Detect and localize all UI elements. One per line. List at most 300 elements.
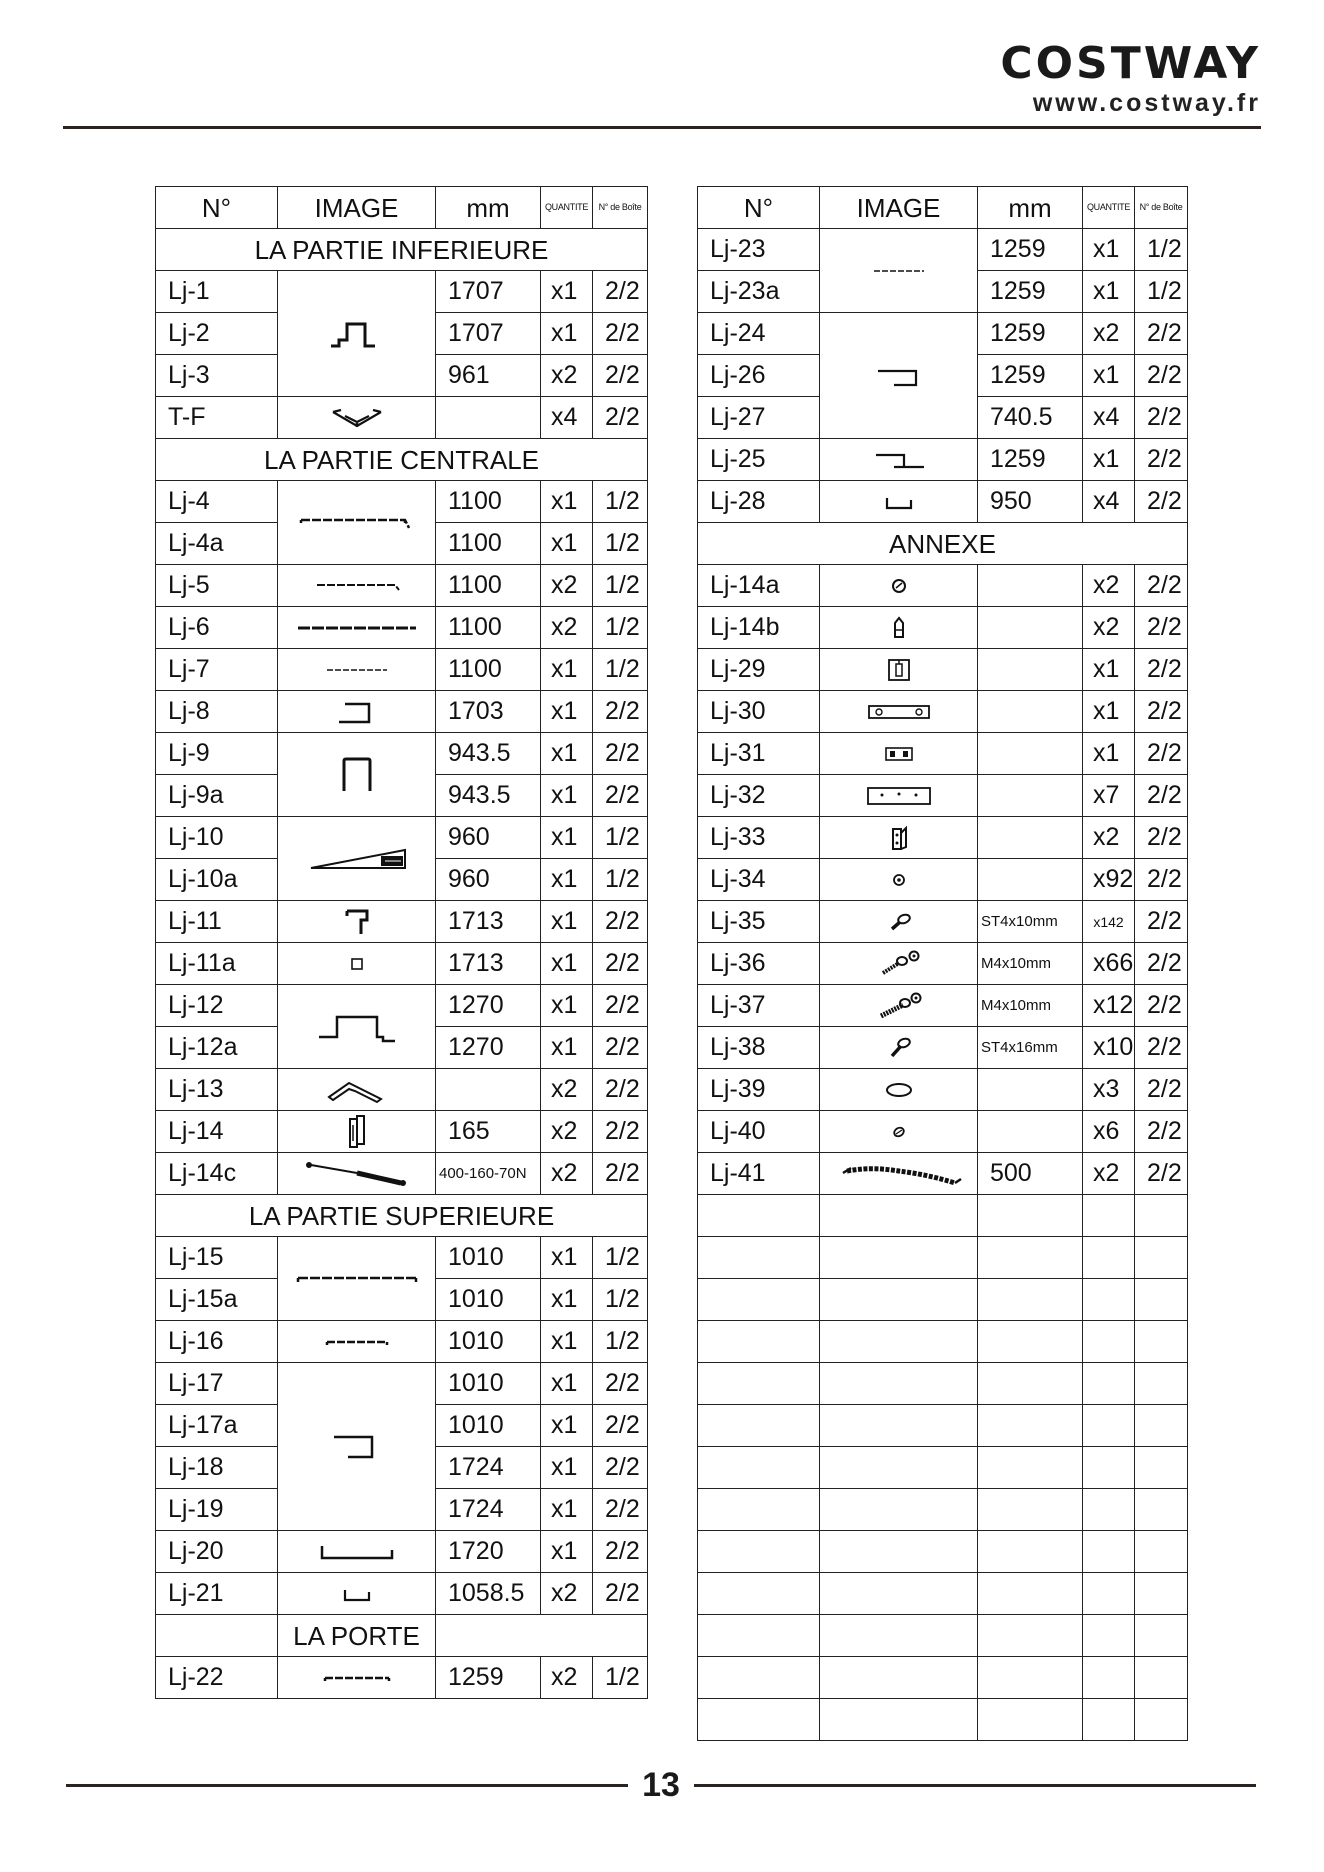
table-row <box>698 1111 1188 1153</box>
part-length: 1724 <box>436 1447 541 1489</box>
part-image <box>278 271 436 397</box>
part-box: 2/2 <box>1135 1027 1188 1069</box>
screw-icon <box>882 910 916 934</box>
part-number: T-F <box>156 397 278 439</box>
part-length: 1010 <box>436 1363 541 1405</box>
blank-cell <box>436 1615 648 1657</box>
part-length: 500 <box>978 1153 1083 1195</box>
channel-profile-icon <box>327 698 387 726</box>
u-channel-icon <box>312 1540 402 1564</box>
header-image: IMAGE <box>278 187 436 229</box>
part-box: 2/2 <box>1135 313 1188 355</box>
part-image <box>820 229 978 313</box>
part-box: 2/2 <box>593 943 648 985</box>
square-plate-icon <box>882 655 916 685</box>
part-box: 2/2 <box>1135 607 1188 649</box>
part-quantity: x2 <box>1083 817 1135 859</box>
pad-icon <box>879 1078 919 1102</box>
part-quantity: x2 <box>541 1573 593 1615</box>
part-box: 2/2 <box>593 901 648 943</box>
wedge-panel-icon <box>297 842 417 876</box>
part-image <box>820 1111 978 1153</box>
part-number: Lj-15a <box>156 1279 278 1321</box>
part-image <box>278 901 436 943</box>
table-row <box>698 1153 1188 1195</box>
part-number: Lj-26 <box>698 355 820 397</box>
part-image <box>820 775 978 817</box>
header-box: N° de Boîte <box>1135 187 1188 229</box>
part-quantity: x1 <box>541 733 593 775</box>
u-channel-icon <box>337 1582 377 1606</box>
part-length: M4x10mm <box>978 985 1083 1027</box>
table-row <box>698 733 1188 775</box>
section-title: LA PORTE <box>278 1615 436 1657</box>
part-length: ST4x16mm <box>978 1027 1083 1069</box>
header-box: N° de Boîte <box>593 187 648 229</box>
part-image <box>278 565 436 607</box>
part-number: Lj-38 <box>698 1027 820 1069</box>
part-box: 2/2 <box>593 271 648 313</box>
part-quantity: x66 <box>1083 943 1135 985</box>
part-quantity: x1 <box>1083 691 1135 733</box>
part-box: 1/2 <box>593 1279 648 1321</box>
part-length: 1270 <box>436 1027 541 1069</box>
brand-block <box>1000 38 1261 118</box>
part-quantity: x2 <box>1083 1153 1135 1195</box>
part-quantity: x2 <box>541 1069 593 1111</box>
gas-strut-icon <box>297 1159 417 1189</box>
rail-profile-icon <box>307 1332 407 1352</box>
section-title: LA PARTIE CENTRALE <box>156 439 648 481</box>
rail-profile-icon <box>864 261 934 281</box>
table-row <box>698 775 1188 817</box>
part-number: Lj-4 <box>156 481 278 523</box>
part-image <box>278 1321 436 1363</box>
part-length: 1270 <box>436 985 541 1027</box>
part-number: Lj-7 <box>156 649 278 691</box>
part-image <box>278 607 436 649</box>
part-box: 2/2 <box>593 1027 648 1069</box>
part-quantity: x1 <box>541 1279 593 1321</box>
part-image <box>278 649 436 691</box>
part-quantity: x3 <box>1083 1069 1135 1111</box>
part-quantity: x1 <box>541 859 593 901</box>
part-box: 1/2 <box>593 817 648 859</box>
empty-row <box>698 1321 1188 1363</box>
part-image <box>820 439 978 481</box>
part-image <box>820 859 978 901</box>
part-length: 1259 <box>978 355 1083 397</box>
part-box: 2/2 <box>1135 733 1188 775</box>
part-box: 2/2 <box>593 355 648 397</box>
part-number: Lj-19 <box>156 1489 278 1531</box>
part-image <box>820 607 978 649</box>
part-box: 2/2 <box>593 1153 648 1195</box>
part-number: Lj-24 <box>698 313 820 355</box>
part-image <box>278 1111 436 1153</box>
table-row <box>698 943 1188 985</box>
table-row <box>156 985 648 1027</box>
part-quantity: x4 <box>1083 397 1135 439</box>
part-quantity: x1 <box>1083 271 1135 313</box>
part-image <box>278 481 436 565</box>
knob-icon <box>884 573 914 599</box>
part-box: 2/2 <box>1135 859 1188 901</box>
table-row <box>156 481 648 523</box>
part-length: 961 <box>436 355 541 397</box>
part-length <box>978 649 1083 691</box>
brand-url: www.costway.fr <box>1032 89 1261 117</box>
empty-row <box>698 1657 1188 1699</box>
brand-logo: COSTWAY <box>1000 38 1261 89</box>
part-box: 2/2 <box>1135 481 1188 523</box>
part-number: Lj-31 <box>698 733 820 775</box>
table-row <box>156 1657 648 1699</box>
part-length: 1259 <box>978 271 1083 313</box>
empty-row <box>698 1195 1188 1237</box>
part-number: Lj-14 <box>156 1111 278 1153</box>
table-row <box>156 1321 648 1363</box>
table-row <box>698 985 1188 1027</box>
part-number: Lj-12 <box>156 985 278 1027</box>
table-row <box>156 607 648 649</box>
header-rule <box>63 126 1261 129</box>
table-row <box>698 901 1188 943</box>
parts-table-right <box>697 186 1188 1741</box>
table-row <box>156 1531 648 1573</box>
part-number: Lj-36 <box>698 943 820 985</box>
part-quantity: x2 <box>541 607 593 649</box>
part-number: Lj-15 <box>156 1237 278 1279</box>
footer-rule-right <box>694 1784 1256 1787</box>
part-quantity: x2 <box>541 1111 593 1153</box>
part-quantity: x2 <box>541 1657 593 1699</box>
table-header-row <box>156 187 648 229</box>
part-box: 1/2 <box>593 523 648 565</box>
part-box: 2/2 <box>593 985 648 1027</box>
part-quantity: x1 <box>541 817 593 859</box>
header-quantity: QUANTITE <box>1083 187 1135 229</box>
part-quantity: x4 <box>541 397 593 439</box>
part-quantity: x1 <box>541 313 593 355</box>
empty-row <box>698 1405 1188 1447</box>
part-number: Lj-34 <box>698 859 820 901</box>
part-number: Lj-17a <box>156 1405 278 1447</box>
table-header-row <box>698 187 1188 229</box>
part-box: 2/2 <box>593 775 648 817</box>
table-row <box>156 817 648 859</box>
step-channel-icon <box>864 447 934 473</box>
part-box: 2/2 <box>1135 985 1188 1027</box>
part-quantity: x1 <box>541 691 593 733</box>
part-box: 2/2 <box>593 1363 648 1405</box>
part-number: Lj-4a <box>156 523 278 565</box>
part-image <box>820 565 978 607</box>
part-number: Lj-17 <box>156 1363 278 1405</box>
header-mm: mm <box>436 187 541 229</box>
channel-profile-icon <box>322 1427 392 1467</box>
rail-profile-icon <box>307 660 407 680</box>
hinge-icon <box>342 1113 372 1151</box>
part-length: 1058.5 <box>436 1573 541 1615</box>
part-quantity: x1 <box>541 1447 593 1489</box>
part-length: 1100 <box>436 565 541 607</box>
footer-rule-left <box>66 1784 628 1787</box>
part-image <box>820 313 978 439</box>
header-quantity: QUANTITE <box>541 187 593 229</box>
part-length <box>978 607 1083 649</box>
table-row <box>156 1153 648 1195</box>
part-number: Lj-9 <box>156 733 278 775</box>
part-image <box>278 1573 436 1615</box>
table-row <box>698 691 1188 733</box>
part-quantity: x1 <box>541 649 593 691</box>
part-box: 2/2 <box>593 1447 648 1489</box>
header-mm: mm <box>978 187 1083 229</box>
table-row <box>156 397 648 439</box>
part-number: Lj-29 <box>698 649 820 691</box>
part-image <box>820 943 978 985</box>
section-title: LA PARTIE SUPERIEURE <box>156 1195 648 1237</box>
empty-row <box>698 1615 1188 1657</box>
part-quantity: x2 <box>541 565 593 607</box>
table-row <box>156 565 648 607</box>
part-length: 1720 <box>436 1531 541 1573</box>
part-image <box>820 1069 978 1111</box>
empty-row <box>698 1489 1188 1531</box>
part-quantity: x142 <box>1083 901 1135 943</box>
part-image <box>820 649 978 691</box>
part-length: 1010 <box>436 1237 541 1279</box>
part-quantity: x2 <box>1083 313 1135 355</box>
section-title: ANNEXE <box>698 523 1188 565</box>
part-image <box>820 691 978 733</box>
blank-cell <box>156 1615 278 1657</box>
hinge-bracket-icon <box>884 821 914 855</box>
bolt-nut-icon <box>871 989 927 1023</box>
part-number: Lj-1 <box>156 271 278 313</box>
part-box: 1/2 <box>593 649 648 691</box>
part-quantity: x2 <box>1083 565 1135 607</box>
part-image <box>278 1069 436 1111</box>
part-quantity: x2 <box>541 355 593 397</box>
part-length <box>978 691 1083 733</box>
part-quantity: x2 <box>1083 607 1135 649</box>
part-number: Lj-40 <box>698 1111 820 1153</box>
part-quantity: x1 <box>1083 229 1135 271</box>
section-title: LA PARTIE INFERIEURE <box>156 229 648 271</box>
part-quantity: x1 <box>541 1405 593 1447</box>
part-length <box>978 565 1083 607</box>
part-quantity: x1 <box>541 1237 593 1279</box>
part-quantity: x1 <box>541 1363 593 1405</box>
part-image <box>278 1153 436 1195</box>
part-number: Lj-10 <box>156 817 278 859</box>
part-number: Lj-2 <box>156 313 278 355</box>
part-box: 2/2 <box>1135 565 1188 607</box>
part-length: 1707 <box>436 271 541 313</box>
part-length: 1100 <box>436 607 541 649</box>
part-length: 1259 <box>978 313 1083 355</box>
table-row <box>698 439 1188 481</box>
part-box: 2/2 <box>1135 1111 1188 1153</box>
table-row <box>156 943 648 985</box>
part-box: 1/2 <box>1135 229 1188 271</box>
part-length: 1100 <box>436 649 541 691</box>
part-number: Lj-23 <box>698 229 820 271</box>
part-image <box>278 1363 436 1531</box>
part-quantity: x1 <box>541 481 593 523</box>
part-quantity: x1 <box>541 523 593 565</box>
table-row <box>698 1069 1188 1111</box>
mounting-plate-icon <box>864 700 934 724</box>
table-row <box>156 1573 648 1615</box>
part-box: 2/2 <box>593 1573 648 1615</box>
corner-bracket-icon <box>327 404 387 432</box>
part-box: 2/2 <box>593 313 648 355</box>
part-number: Lj-39 <box>698 1069 820 1111</box>
part-image <box>278 985 436 1069</box>
empty-row <box>698 1237 1188 1279</box>
part-number: Lj-27 <box>698 397 820 439</box>
small-plate-icon <box>879 742 919 766</box>
part-box: 1/2 <box>593 607 648 649</box>
rail-profile-icon <box>292 1269 422 1289</box>
part-number: Lj-10a <box>156 859 278 901</box>
part-length: 1713 <box>436 943 541 985</box>
header-no: N° <box>156 187 278 229</box>
part-number: Lj-21 <box>156 1573 278 1615</box>
parts-table-left <box>155 186 648 1699</box>
part-number: Lj-5 <box>156 565 278 607</box>
part-length: 740.5 <box>978 397 1083 439</box>
part-length: 1010 <box>436 1279 541 1321</box>
part-length: 960 <box>436 817 541 859</box>
part-number: Lj-14b <box>698 607 820 649</box>
rail-profile-icon <box>307 1668 407 1688</box>
rail-profile-icon <box>297 512 417 534</box>
part-length: 1010 <box>436 1405 541 1447</box>
part-number: Lj-16 <box>156 1321 278 1363</box>
header-image: IMAGE <box>820 187 978 229</box>
part-length: ST4x10mm <box>978 901 1083 943</box>
part-number: Lj-30 <box>698 691 820 733</box>
part-image <box>820 901 978 943</box>
part-box: 1/2 <box>593 859 648 901</box>
part-box: 1/2 <box>593 1657 648 1699</box>
table-row <box>698 313 1188 355</box>
table-row <box>156 649 648 691</box>
part-quantity: x1 <box>541 943 593 985</box>
part-box: 2/2 <box>593 1111 648 1153</box>
part-quantity: x1 <box>541 775 593 817</box>
part-number: Lj-6 <box>156 607 278 649</box>
part-number: Lj-12a <box>156 1027 278 1069</box>
part-box: 1/2 <box>593 481 648 523</box>
part-box: 1/2 <box>593 1321 648 1363</box>
part-box: 2/2 <box>593 1489 648 1531</box>
part-box: 2/2 <box>593 1531 648 1573</box>
anchor-plug-icon <box>887 1120 911 1144</box>
part-quantity: x1 <box>1083 733 1135 775</box>
part-number: Lj-9a <box>156 775 278 817</box>
angle-bracket-icon <box>317 1075 397 1105</box>
channel-profile-icon <box>864 361 934 391</box>
part-box: 2/2 <box>1135 397 1188 439</box>
part-image <box>820 1027 978 1069</box>
part-length: 1259 <box>978 439 1083 481</box>
part-box: 2/2 <box>593 1069 648 1111</box>
washer-icon <box>887 868 911 892</box>
part-image <box>278 733 436 817</box>
part-length: 1703 <box>436 691 541 733</box>
hat-profile-icon <box>307 1007 407 1047</box>
part-box: 1/2 <box>593 1237 648 1279</box>
part-box: 2/2 <box>593 397 648 439</box>
table-row <box>156 1363 648 1405</box>
part-number: Lj-14c <box>156 1153 278 1195</box>
part-quantity: x1 <box>541 901 593 943</box>
part-image <box>820 733 978 775</box>
part-quantity: x12 <box>1083 985 1135 1027</box>
part-length: 400-160-70N <box>436 1153 541 1195</box>
part-number: Lj-25 <box>698 439 820 481</box>
part-length <box>436 397 541 439</box>
part-quantity: x2 <box>541 1153 593 1195</box>
empty-row <box>698 1279 1188 1321</box>
part-box: 2/2 <box>1135 943 1188 985</box>
part-quantity: x4 <box>1083 481 1135 523</box>
hook-profile-icon <box>337 906 377 938</box>
part-box: 2/2 <box>1135 355 1188 397</box>
part-image <box>278 397 436 439</box>
part-quantity: x1 <box>541 1489 593 1531</box>
part-number: Lj-11 <box>156 901 278 943</box>
part-number: Lj-8 <box>156 691 278 733</box>
rail-profile-icon <box>292 618 422 638</box>
table-row <box>156 733 648 775</box>
part-length <box>978 859 1083 901</box>
part-number: Lj-32 <box>698 775 820 817</box>
part-image <box>278 817 436 901</box>
table-row <box>156 271 648 313</box>
part-length: 1707 <box>436 313 541 355</box>
part-length: 960 <box>436 859 541 901</box>
part-number: Lj-37 <box>698 985 820 1027</box>
part-quantity: x10 <box>1083 1027 1135 1069</box>
empty-row <box>698 1363 1188 1405</box>
empty-row <box>698 1447 1188 1489</box>
table-row <box>156 1237 648 1279</box>
part-quantity: x6 <box>1083 1111 1135 1153</box>
part-number: Lj-23a <box>698 271 820 313</box>
part-length: M4x10mm <box>978 943 1083 985</box>
part-box: 2/2 <box>1135 901 1188 943</box>
part-box: 2/2 <box>593 691 648 733</box>
part-quantity: x1 <box>1083 355 1135 397</box>
part-number: Lj-33 <box>698 817 820 859</box>
part-length: 943.5 <box>436 733 541 775</box>
part-number: Lj-18 <box>156 1447 278 1489</box>
table-row <box>698 607 1188 649</box>
bolt-nut-icon <box>871 947 927 981</box>
part-number: Lj-20 <box>156 1531 278 1573</box>
part-length <box>978 775 1083 817</box>
header-no: N° <box>698 187 820 229</box>
table-row <box>698 481 1188 523</box>
page-number: 13 <box>642 1766 680 1804</box>
chain-icon <box>829 1159 969 1189</box>
